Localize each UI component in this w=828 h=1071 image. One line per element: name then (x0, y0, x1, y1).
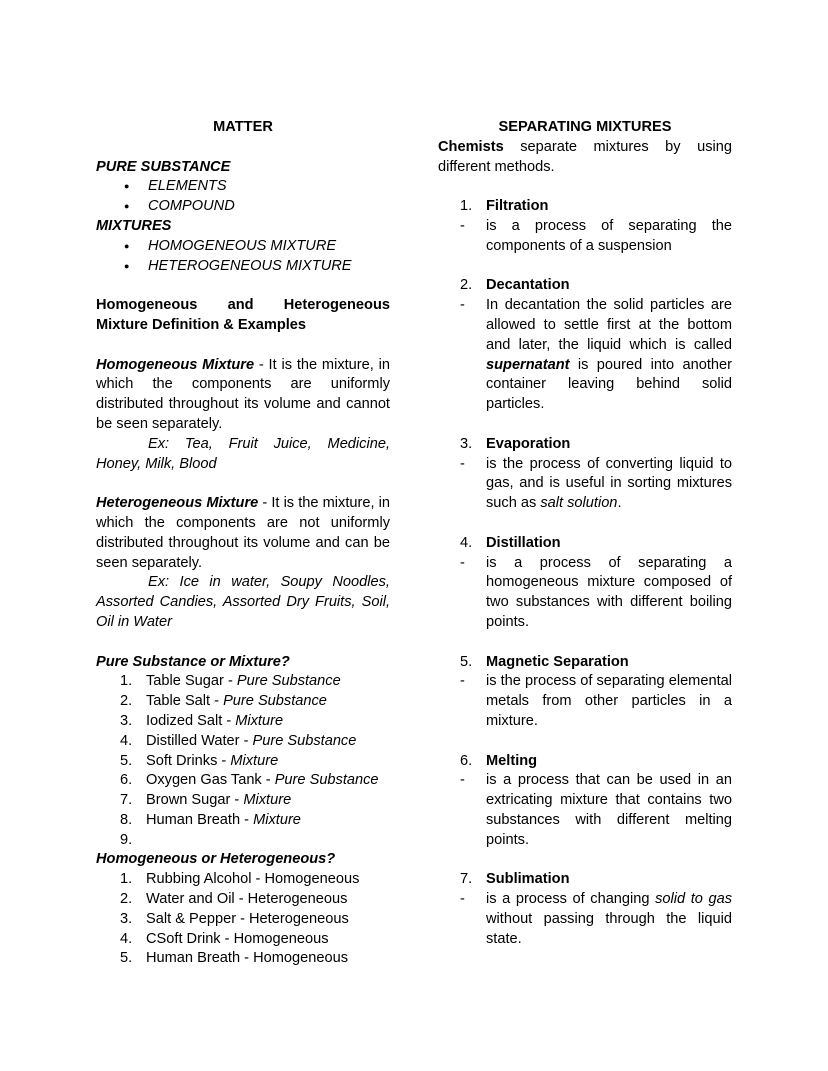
quiz-item (96, 692, 390, 712)
method-desc-text (486, 554, 732, 633)
quiz-item-answer: Mixture (235, 712, 284, 729)
quiz-item-text (146, 831, 390, 851)
method-sublimation (438, 870, 732, 949)
quiz-item-name: Oxygen Gas Tank - (146, 772, 275, 789)
quiz2-list (96, 870, 390, 969)
method-desc-post: is poured into another container leaving behind solid particles. (486, 356, 732, 413)
quiz-item-text (146, 771, 390, 791)
bullet-item-compound: ● COMPOUND (96, 197, 390, 217)
method-desc-text (486, 672, 732, 731)
quiz-item (96, 831, 390, 851)
method-name: Decantation (486, 277, 570, 294)
dash-marker: - (460, 673, 465, 690)
method-number: 7. (460, 871, 473, 888)
quiz-item-number: 2. (120, 693, 133, 710)
homogeneous-term: Homogeneous Mixture (96, 356, 255, 373)
quiz-item-number: 1. (120, 871, 133, 888)
quiz-item-text (146, 712, 390, 732)
intro-lead: Chemists (438, 138, 504, 155)
quiz-item (96, 791, 390, 811)
method-number: 5. (460, 653, 473, 670)
quiz-item-number: 2. (120, 891, 133, 908)
method-name: Filtration (486, 198, 549, 215)
quiz-item-number: 4. (120, 930, 133, 947)
quiz-item (96, 910, 390, 930)
dash-marker: - (460, 891, 465, 908)
method-description (438, 890, 732, 949)
quiz1-list (96, 672, 390, 850)
method-description (438, 296, 732, 415)
method-heading (438, 534, 732, 554)
dash-marker: - (460, 297, 465, 314)
method-number: 3. (460, 435, 473, 452)
method-number: 1. (460, 198, 473, 215)
quiz-item-text (146, 791, 390, 811)
quiz-item-answer: Pure Substance (252, 732, 357, 749)
method-desc-text (486, 296, 732, 415)
quiz-item (96, 732, 390, 752)
quiz-item-number: 8. (120, 811, 133, 828)
dash-marker: - (460, 455, 465, 472)
quiz-item-text (146, 732, 390, 752)
quiz-item-number: 7. (120, 792, 133, 809)
method-heading (438, 276, 732, 296)
quiz-item-text: Salt & Pepper - Heterogeneous (146, 910, 349, 927)
method-heading (438, 653, 732, 673)
heterogeneous-term: Heterogeneous Mixture (96, 495, 259, 512)
quiz-item-name: Brown Sugar - (146, 792, 244, 809)
method-name: Evaporation (486, 435, 571, 452)
method-desc-text (486, 771, 732, 850)
quiz-item-text: Water and Oil - Heterogeneous (146, 891, 348, 908)
method-description (438, 672, 732, 731)
quiz-item-number: 5. (120, 950, 133, 967)
method-heading (438, 870, 732, 890)
quiz-item-name: Human Breath - (146, 811, 254, 828)
quiz-item-name: Table Sugar - (146, 673, 237, 690)
homogeneous-examples: Ex: Tea, Fruit Juice, Medicine, Honey, Milk, Blood (96, 435, 390, 472)
method-desc-post: without passing through the liquid state. (486, 910, 732, 947)
dash-marker: - (460, 217, 465, 234)
quiz-item-text: CSoft Drink - Homogeneous (146, 930, 329, 947)
intro-paragraph (438, 138, 732, 178)
method-distillation (438, 534, 732, 633)
bullet-item-heterogeneous-mixture: ● HETEROGENEOUS MIXTURE (96, 257, 390, 277)
method-desc-text (486, 890, 732, 949)
method-desc-post: . (617, 495, 622, 512)
section-heading-definitions: Homogeneous and Heterogeneous Mixture Definition & Examples (96, 297, 390, 333)
quiz-item-name: Soft Drinks - (146, 752, 231, 769)
quiz-item-text: Human Breath - Homogeneous (146, 950, 348, 967)
matter-outline (96, 158, 390, 277)
outline-pure-substance-label: PURE SUBSTANCE (96, 158, 231, 175)
quiz-item-text: Rubbing Alcohol - Homogeneous (146, 871, 360, 888)
quiz-item-text (146, 752, 390, 772)
method-desc-pre: is the process of separating elemental metals from other particles in a mixture. (486, 673, 732, 729)
quiz-item (96, 890, 390, 910)
quiz-heading-homogeneous-or-heterogeneous: Homogeneous or Heterogeneous? (96, 851, 336, 868)
quiz-item-answer: Pure Substance (236, 673, 341, 690)
method-heading (438, 197, 732, 217)
quiz-item-number: 3. (120, 712, 133, 729)
method-name: Distillation (486, 534, 561, 551)
quiz-item (96, 672, 390, 692)
homogeneous-definition-text: - It is the mixture, in which the components are uniformly distributed throughout its volume and cannot be seen separately. (96, 356, 390, 432)
outline-mixtures-label: MIXTURES (96, 217, 172, 234)
quiz-item-name: Iodized Salt - (146, 712, 236, 729)
quiz-item-number: 5. (120, 752, 133, 769)
quiz-item (96, 712, 390, 732)
method-melting (438, 752, 732, 851)
methods-list (438, 197, 732, 949)
quiz-item-text (146, 692, 390, 712)
quiz-item-number: 9. (120, 831, 133, 848)
left-column (96, 118, 390, 1031)
method-description (438, 554, 732, 633)
method-description (438, 771, 732, 850)
quiz-heading-pure-substance-or-mixture: Pure Substance or Mixture? (96, 653, 290, 670)
method-heading (438, 752, 732, 772)
quiz-item-text (146, 672, 390, 692)
bullet-item-elements: ● ELEMENTS (96, 177, 390, 197)
method-desc-term: supernatant (486, 356, 570, 373)
quiz-item-answer: Mixture (243, 792, 292, 809)
bullet-item-homogeneous-mixture: ● HOMOGENEOUS MIXTURE (96, 237, 390, 257)
method-description (438, 217, 732, 257)
heterogeneous-examples: Ex: Ice in water, Soupy Noodles, Assorted Candies, Assorted Dry Fruits, Soil, Oil in Water (96, 574, 390, 630)
method-desc-text (486, 217, 732, 257)
method-desc-pre: is the process of converting liquid to gas, and is useful in sorting mixtures such as (486, 455, 732, 512)
quiz-item-number: 4. (120, 732, 133, 749)
matter-title: MATTER (213, 119, 273, 135)
quiz-item-answer: Mixture (230, 752, 279, 769)
method-desc-pre: is a process of separating the components of a suspension (486, 217, 732, 254)
method-desc-pre: is a process of changing (486, 891, 656, 908)
quiz-item (96, 752, 390, 772)
method-desc-term: salt solution (540, 495, 618, 512)
quiz-item-answer: Pure Substance (223, 693, 327, 710)
method-name: Sublimation (486, 871, 570, 888)
dash-marker: - (460, 554, 465, 571)
method-decantation (438, 276, 732, 415)
homogeneous-definition-paragraph (96, 356, 390, 435)
method-name: Magnetic Separation (486, 653, 629, 670)
method-desc-pre: In decantation the solid particles are allowed to settle first at the bottom and later, the liquid which is called (486, 297, 732, 353)
separating-mixtures-title: SEPARATING MIXTURES (498, 119, 672, 135)
heterogeneous-definition-text: - It is the mixture, in which the components are not uniformly distributed throughout its volume and can be seen separately. (96, 495, 390, 571)
heterogeneous-definition-paragraph (96, 494, 390, 573)
method-description (438, 455, 732, 514)
pure-substance-bullet-list (96, 177, 390, 217)
quiz-item (96, 811, 390, 831)
quiz-item-number: 6. (120, 772, 133, 789)
dash-marker: - (460, 772, 465, 789)
quiz-item (96, 870, 390, 890)
method-desc-text (486, 455, 732, 514)
quiz-item (96, 949, 390, 969)
method-number: 6. (460, 752, 473, 769)
quiz-item-name: Table Salt - (146, 693, 224, 710)
method-number: 4. (460, 534, 473, 551)
method-desc-pre: is a process of separating a homogeneous mixture composed of two substances with different boiling points. (486, 554, 732, 630)
quiz-item-answer: Mixture (253, 811, 301, 828)
method-desc-pre: is a process that can be used in an extricating mixture that contains two substances with different melting points. (486, 772, 732, 848)
method-name: Melting (486, 752, 538, 769)
method-heading (438, 435, 732, 455)
quiz-item-number: 3. (120, 910, 133, 927)
method-number: 2. (460, 277, 473, 294)
quiz-item-name: Distilled Water - (146, 732, 253, 749)
mixtures-bullet-list (96, 237, 390, 277)
quiz-item-answer: Pure Substance (274, 772, 379, 789)
quiz-item (96, 930, 390, 950)
quiz-item-number: 1. (120, 673, 133, 690)
method-evaporation (438, 435, 732, 514)
right-column (438, 118, 732, 1031)
intro-text: separate mixtures by using different methods. (438, 138, 732, 175)
quiz-item (96, 771, 390, 791)
method-desc-term: solid to gas (655, 891, 733, 908)
quiz-item-text (146, 811, 390, 831)
method-magnetic-separation (438, 653, 732, 732)
method-filtration (438, 197, 732, 256)
